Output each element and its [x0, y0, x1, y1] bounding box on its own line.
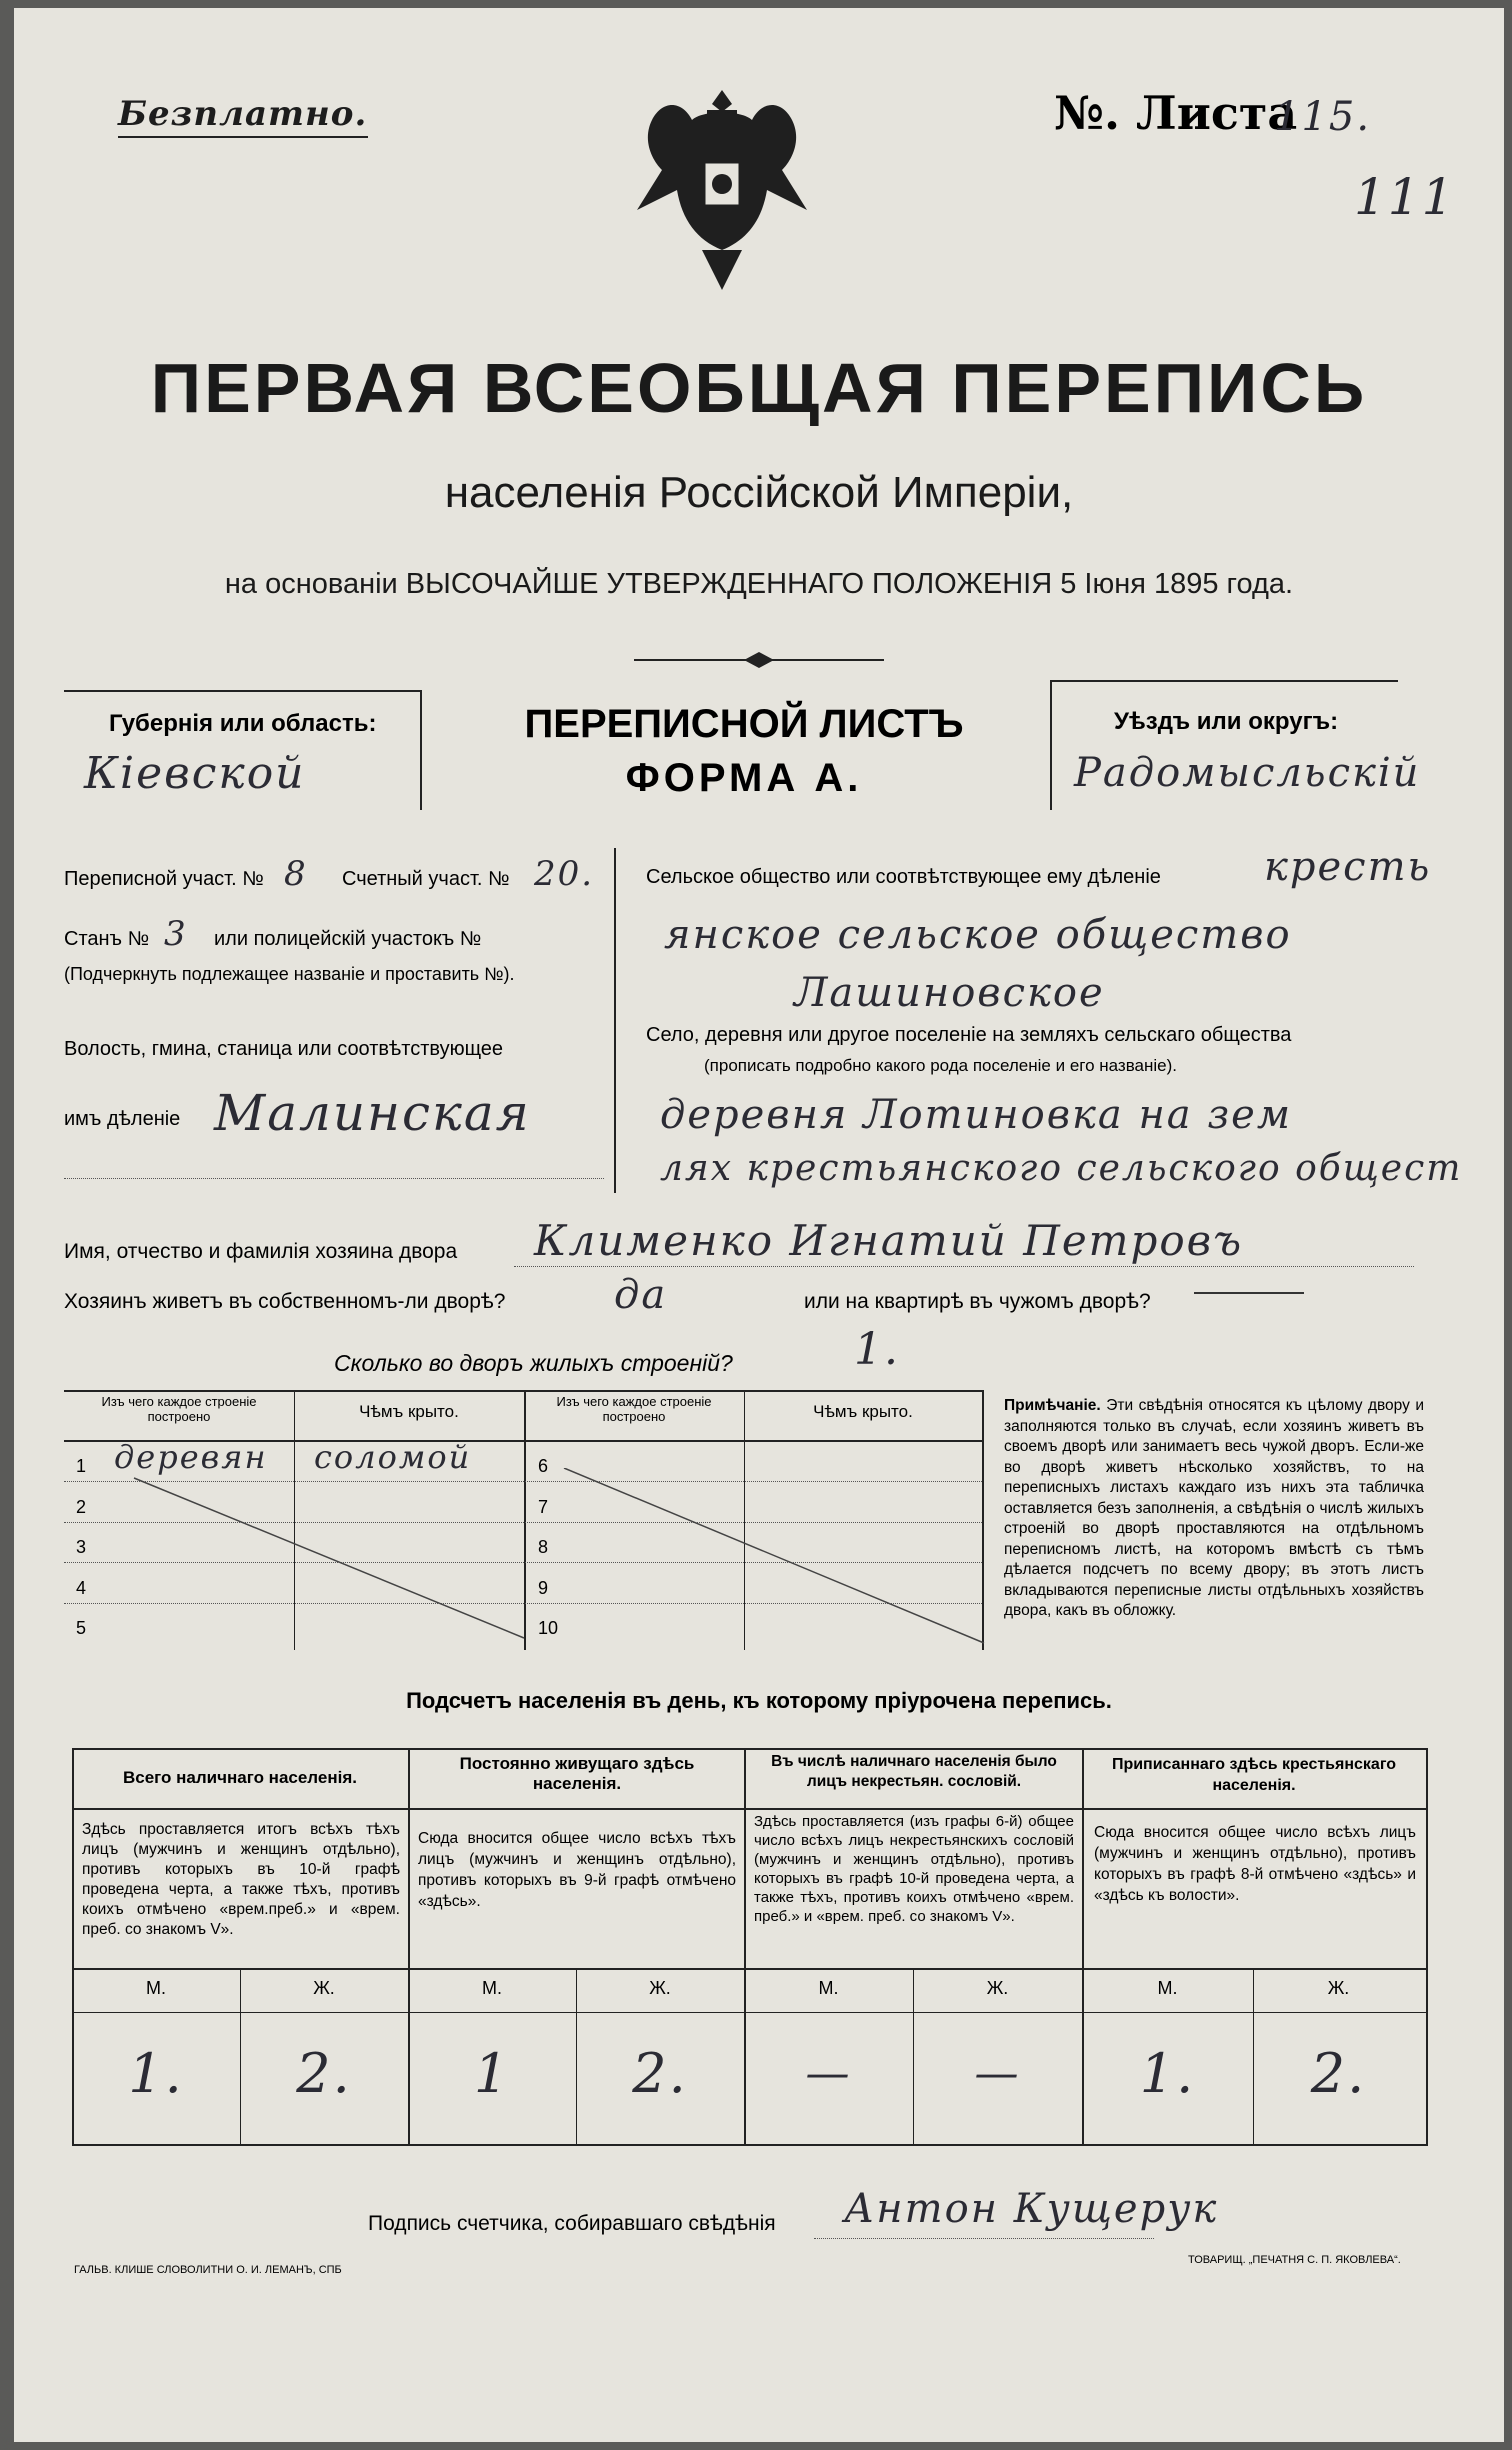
row-num: 9	[538, 1577, 549, 1598]
uezd-value: Радомысльскій	[1074, 750, 1421, 796]
owner-name-value: Клименко Игнатий Петровъ	[534, 1216, 1244, 1265]
summary-mf-line	[72, 2012, 1426, 2013]
buildings-label: Сколько во дворъ жилыхъ строеній?	[334, 1350, 733, 1376]
row-num: 5	[76, 1618, 87, 1638]
summary-desc-1: Здѣсь проставляется итогъ всѣхъ тѣхъ лицъ (мужчинъ и женщинъ отдѣльно), противъ которыхъ въ 10-й графѣ проведена черта, а также тѣхъ, противъ коихъ отмѣчено «врем.преб.» и «врем. преб. со знакомъ V».	[82, 1821, 400, 1938]
double-headed-eagle-icon	[632, 80, 812, 300]
gubernia-label: Губернія или область:	[109, 710, 377, 737]
page-title: ПЕРВАЯ ВСЕОБЩАЯ ПЕРЕПИСЬ	[150, 349, 1368, 427]
buildings-value: 1.	[854, 1324, 900, 1375]
society-value-2: янское сельское общество	[664, 912, 1292, 958]
summary-head-2: Постоянно живущаго здѣсь населенія.	[459, 1754, 695, 1793]
rent-dash	[1194, 1292, 1304, 1294]
note-text: Эти свѣдѣнія относятся къ цѣлому двору и заполняются только въ случаѣ, если хозяинъ живетъ въ своемъ дворѣ или занимаетъ весь чужой дворъ. Если-же во дворѣ живетъ нѣсколько хозяйствъ, то на переписныхъ листахъ каждаго изъ нихъ эта табличка оставляется безъ заполненія, а свѣдѣнія о числѣ жилыхъ строеній во дворѣ проставляются на отдѣльномъ переписномъ листѣ, на которомъ вмѣстѣ съ тѣмъ дѣлается подсчетъ по всему двору; въ этотъ листъ вкладываются переписные листы отдѣльныхъ хозяйствъ двора, какъ въ обложку.	[1004, 1397, 1424, 1619]
summary-f-value-4: 2.	[1310, 2042, 1367, 2105]
own-yard-value: да	[614, 1272, 668, 1318]
police-label: или полицейскій участокъ №	[214, 928, 482, 950]
summary-f-value-3: —	[974, 2048, 1021, 2099]
owner-name-label: Имя, отчество и фамилія хозяина двора	[64, 1240, 458, 1263]
society-label: Сельское общество или соотвѣтствующее ему дѣленіе	[646, 866, 1161, 888]
summary-f-label-4: Ж.	[1327, 1978, 1350, 1998]
row-num: 7	[538, 1496, 549, 1517]
summary-m-value-4: 1.	[1139, 2042, 1196, 2105]
signature-value: Антон Кущерук	[844, 2186, 1219, 2232]
underline-note: (Подчеркнуть подлежащее названіе и проставить №).	[64, 964, 515, 984]
form-title: ПЕРЕПИСНОЙ ЛИСТЪ	[524, 702, 964, 746]
uezd-label: Уѣздъ или округъ:	[1114, 708, 1339, 735]
row-num: 6	[538, 1456, 549, 1476]
summary-f-label-2: Ж.	[649, 1978, 671, 1998]
col-roof-left: Чѣмъ крыто.	[359, 1402, 459, 1421]
summary-f-label-3: Ж.	[986, 1978, 1009, 1998]
summary-m-label-4: М.	[1157, 1978, 1178, 1998]
free-label: Безплатно.	[118, 94, 368, 134]
own-yard-label: Хозяинъ живетъ въ собственномъ-ли дворѣ?	[64, 1290, 506, 1313]
division-label: имъ дѣленіе	[64, 1108, 181, 1130]
perep-uch-label: Переписной участ. №	[64, 868, 264, 890]
sheet-no-value: 115.	[1274, 94, 1372, 140]
summary-f-value-1: 2.	[296, 2042, 352, 2105]
col-roof-right: Чѣмъ крыто.	[813, 1402, 913, 1421]
village-note: (прописать подробно какого рода поселеніе и его названіе).	[704, 1056, 1178, 1075]
form-subtitle: ФОРМА А.	[625, 756, 863, 800]
col-material-left: Изъ чего каждое строеніе построено	[101, 1394, 257, 1424]
summary-f-label-1: Ж.	[313, 1978, 335, 1998]
schet-uch-value: 20.	[534, 854, 595, 894]
rows-left	[76, 1446, 86, 1649]
summary-m-label-1: М.	[146, 1978, 166, 1998]
society-value-3: Лашиновское	[794, 970, 1105, 1016]
summary-head-1: Всего наличнаго населенія.	[123, 1768, 357, 1787]
row1-material: деревян	[114, 1438, 268, 1476]
volost-line	[64, 1178, 604, 1179]
village-value-1: деревня Лотиновка на зем	[660, 1092, 1293, 1138]
row1-roof: соломой	[314, 1438, 472, 1476]
row-num: 10	[538, 1618, 559, 1638]
free-underline	[118, 136, 368, 138]
summary-title: Подсчетъ населенія въ день, къ которому пріурочена перепись.	[406, 1688, 1112, 1713]
volost-value: Малинская	[214, 1084, 531, 1142]
summary-m-label-3: М.	[818, 1978, 839, 1998]
summary-m-value-3: —	[805, 2048, 852, 2099]
stan-value: 3	[164, 914, 188, 954]
sheet-no-label: №. Листа	[1054, 86, 1298, 140]
summary-desc-4: Сюда вносится общее число всѣхъ лицъ (мужчинъ и женщинъ отдѣльно), противъ которыхъ въ графѣ 8-й отмѣчено «здѣсь» и «здѣсь къ волости».	[1094, 1824, 1416, 1904]
sheet-no-handwritten: 111	[1354, 168, 1456, 226]
summary-m-value-1: 1.	[128, 2042, 184, 2105]
row-num: 3	[76, 1537, 87, 1557]
village-label: Село, деревня или другое поселеніе на земляхъ сельскаго общества	[646, 1024, 1292, 1046]
fields-divider	[614, 848, 616, 1193]
village-value-2: лях крестьянского сельского общест	[660, 1148, 1463, 1189]
col-material-right: Изъ чего каждое строеніе построено	[556, 1394, 712, 1424]
summary-head-line	[72, 1808, 1426, 1810]
summary-f-value-2: 2.	[632, 2042, 688, 2105]
row-num: 1	[76, 1456, 87, 1476]
summary-m-value-2: 1	[473, 2042, 511, 2105]
footer-left: ГАЛЬВ. КЛИШЕ СЛОВОЛИТНИ О. И. ЛЕМАНЪ, СПБ	[74, 2264, 342, 2276]
rent-label: или на квартирѣ въ чужомъ дворѣ?	[804, 1290, 1151, 1313]
page-subtitle: населенія Россійской Имперіи,	[444, 468, 1074, 517]
row-num: 2	[76, 1496, 87, 1517]
row-num: 8	[538, 1537, 549, 1557]
gubernia-value: Кіевской	[84, 748, 306, 799]
summary-desc-3: Здѣсь проставляется (изъ графы 6-й) общее число всѣхъ лицъ некрестьянскихъ сословій (мужчинъ и женщинъ отдѣльно), противъ которыхъ въ графѣ 10-й проведена черта, а также тѣхъ, противъ коихъ отмѣчено «врем. преб.» и «врем. преб. со знакомъ V».	[754, 1813, 1074, 1925]
summary-m-label-2: М.	[482, 1978, 502, 1998]
owner-name-line	[514, 1266, 1414, 1267]
schet-uch-label: Счетный участ. №	[342, 868, 510, 890]
society-value-1: кресть	[1264, 844, 1432, 890]
volost-label: Волость, гмина, станица или соотвѣтствующее	[64, 1038, 504, 1060]
pencil-strike-lines	[104, 1468, 1004, 1648]
summary-head-4: Приписаннаго здѣсь крестьянскаго населенія.	[1111, 1756, 1397, 1794]
perep-uch-value: 8	[284, 854, 308, 894]
ornament-divider	[634, 650, 884, 670]
census-sheet	[14, 8, 1504, 2442]
footer-right: ТОВАРИЩ. „ПЕЧАТНЯ С. П. ЯКОВЛЕВА“.	[1188, 2254, 1401, 2266]
signature-label: Подпись счетчика, собиравшаго свѣдѣнія	[368, 2212, 776, 2235]
note-block	[1004, 1396, 1424, 1622]
summary-desc-2: Сюда вносится общее число всѣхъ тѣхъ лицъ (мужчинъ и женщинъ отдѣльно), противъ которыхъ въ 9-й графѣ отмѣчено «здѣсь».	[418, 1830, 736, 1910]
stan-label: Станъ №	[64, 928, 150, 950]
summary-head-3: Въ числѣ наличнаго населенія было лицъ некрестьян. сословій.	[771, 1753, 1057, 1790]
row-num: 4	[76, 1577, 87, 1598]
signature-line	[814, 2238, 1154, 2239]
decree-line: на основаніи ВЫСОЧАЙШЕ УТВЕРЖДЕННАГО ПОЛОЖЕНІЯ 5 Іюня 1895 года.	[224, 568, 1294, 600]
note-label: Примѣчаніе.	[1004, 1397, 1101, 1414]
summary-desc-line	[72, 1968, 1426, 1970]
